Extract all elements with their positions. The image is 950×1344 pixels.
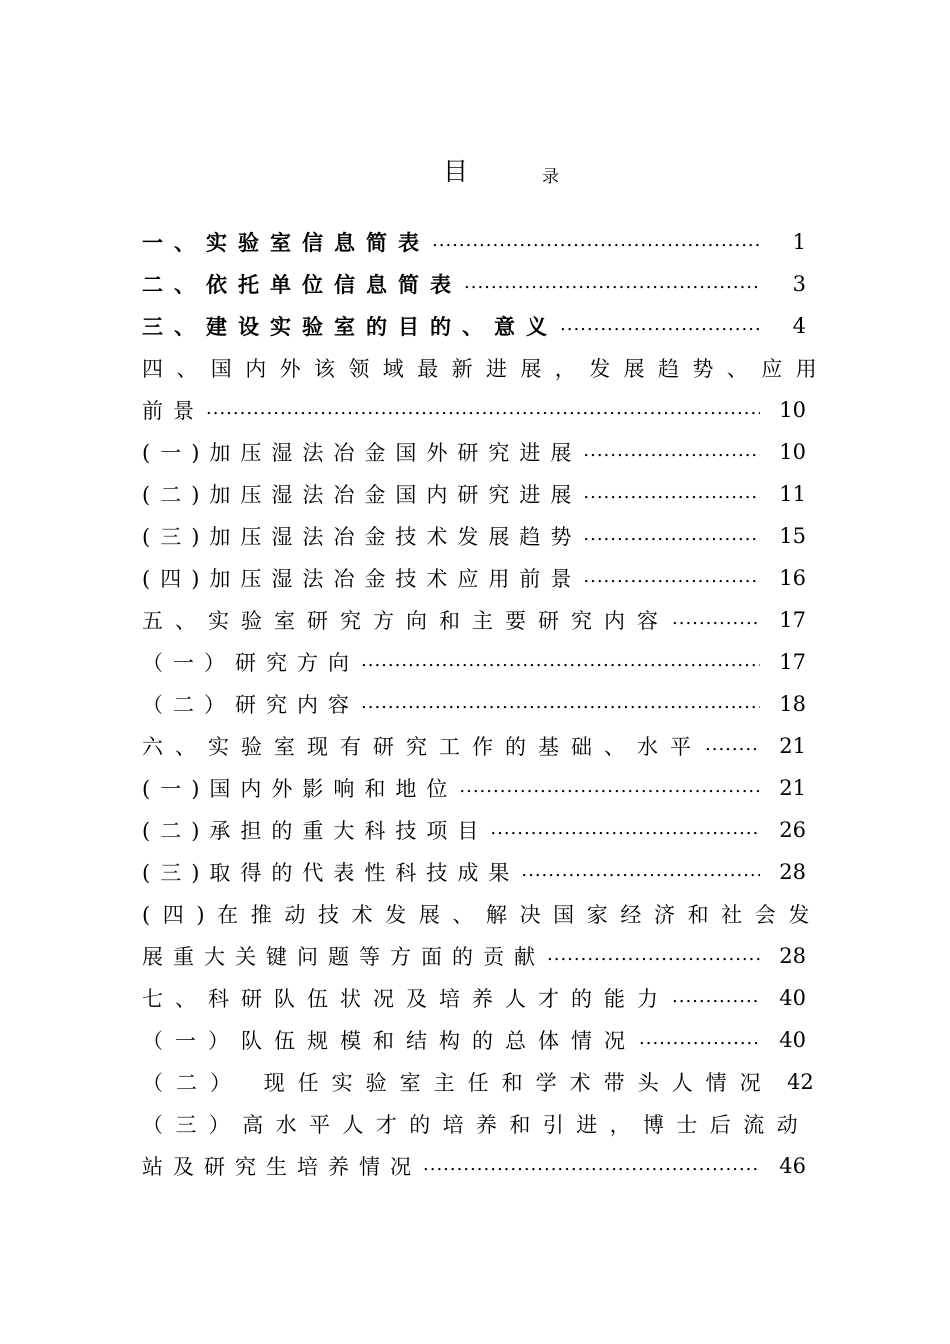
toc-entry-page: 40 [779,986,806,1010]
toc-leader-dots [705,736,760,757]
toc-entry-label: 四、国内外该领域最新进展，发展趋势、应用 [142,357,830,381]
toc-entry-label: (四)加压湿法冶金技术应用前景 [142,567,582,591]
toc-entry-label: 一、实验室信息简表 [142,230,430,255]
toc-entry-label: （二） 现任实验室主任和学术带头人情况 [142,1071,774,1095]
toc-entry-page: 11 [779,482,806,506]
toc-entry[interactable] [142,305,806,347]
toc-entry-label: （一）研究方向 [142,651,359,675]
toc-entry-page: 17 [779,608,806,632]
toc-entry-label: 七、科研队伍状况及培养人才的能力 [142,987,670,1011]
toc-entry-label: (三)加压湿法冶金技术发展趋势 [142,525,582,549]
toc-entry[interactable] [142,851,806,893]
toc-entry-page: 26 [779,818,806,842]
toc-entry-page: 3 [792,272,806,296]
toc-entry-page: 1 [792,230,806,254]
toc-leader-dots [583,568,760,589]
toc-leader-dots [583,484,760,505]
toc-leader-dots [423,1156,760,1177]
toc-entry-page: 28 [779,944,806,968]
toc-entry[interactable] [142,557,806,599]
toc-entry[interactable] [142,1103,810,1145]
toc-entry-page: 40 [779,1028,806,1052]
toc-entry-label: (二)承担的重大科技项目 [142,819,489,843]
toc-title-char-1: 目 [443,157,469,186]
toc-entry-label: 六、实验室现有研究工作的基础、水平 [142,735,703,759]
toc-entry[interactable] [142,1061,814,1103]
toc-entry-page: 10 [779,440,806,464]
toc-entry[interactable] [142,893,822,935]
toc-entry[interactable] [142,473,806,515]
toc-leader-dots [560,316,760,337]
toc-entry-label: (一)国内外影响和地位 [142,777,458,801]
toc-leader-dots [432,232,760,253]
toc-entry-label: (四)在推动技术发展、解决国家经济和社会发 [142,903,822,927]
toc-entry[interactable] [142,935,806,977]
toc-leader-dots [206,400,760,421]
toc-entry-label: （一）队伍规模和结构的总体情况 [142,1029,637,1053]
toc-entry[interactable] [142,1145,806,1187]
toc-entry-page: 21 [779,776,806,800]
toc-entry-label: 五、实验室研究方向和主要研究内容 [142,609,670,633]
toc-title [0,150,950,190]
toc-entry-label: （二）研究内容 [142,693,359,717]
toc-entry-page: 46 [779,1154,806,1178]
toc-entry-page: 10 [779,398,806,422]
toc-entry-label: 前景 [142,399,204,423]
toc-entry[interactable] [142,431,806,473]
toc-leader-dots [672,610,760,631]
toc-entry[interactable] [142,725,806,767]
toc-entry[interactable] [142,809,806,851]
toc-entry[interactable] [142,1019,806,1061]
toc-entry[interactable] [142,599,806,641]
toc-entry[interactable] [142,515,806,557]
toc-title-char-2: 录 [542,167,559,187]
toc-entry-page: 28 [779,860,806,884]
toc-leader-dots [361,652,760,673]
toc-leader-dots [490,820,760,841]
toc-entry[interactable] [142,683,806,725]
toc-entry[interactable] [142,641,806,683]
toc-entry-page: 16 [779,566,806,590]
toc-leader-dots [639,1030,760,1051]
toc-leader-dots [464,274,760,295]
toc-entry-label: 展重大关键问题等方面的贡献 [142,945,545,969]
toc-entry[interactable] [142,347,830,389]
toc-entry[interactable] [142,221,806,263]
toc-entry-page: 15 [779,524,806,548]
table-of-contents [142,221,830,1187]
toc-entry[interactable] [142,389,806,431]
toc-entry[interactable] [142,977,806,1019]
toc-entry-page: 18 [779,692,806,716]
toc-entry-label: (二)加压湿法冶金国内研究进展 [142,483,582,507]
toc-leader-dots [459,778,760,799]
toc-leader-dots [521,862,760,883]
toc-leader-dots [583,442,760,463]
toc-entry-page: 21 [779,734,806,758]
toc-entry-page: 42 [786,1070,814,1094]
toc-entry-label: 站及研究生培养情况 [142,1155,421,1179]
toc-entry-label: (一)加压湿法冶金国外研究进展 [142,441,582,465]
toc-entry-label: 三、建设实验室的目的、意义 [142,314,558,339]
toc-entry[interactable] [142,767,806,809]
toc-leader-dots [547,946,760,967]
toc-entry-label: (三)取得的代表性科技成果 [142,861,520,885]
toc-entry[interactable] [142,263,806,305]
toc-entry-label: 二、依托单位信息简表 [142,272,462,297]
toc-entry-page: 17 [779,650,806,674]
toc-leader-dots [672,988,760,1009]
toc-leader-dots [583,526,760,547]
toc-entry-label: （三）高水平人才的培养和引进，博士后流动 [142,1113,810,1137]
toc-entry-page: 4 [792,314,806,338]
toc-leader-dots [361,694,760,715]
